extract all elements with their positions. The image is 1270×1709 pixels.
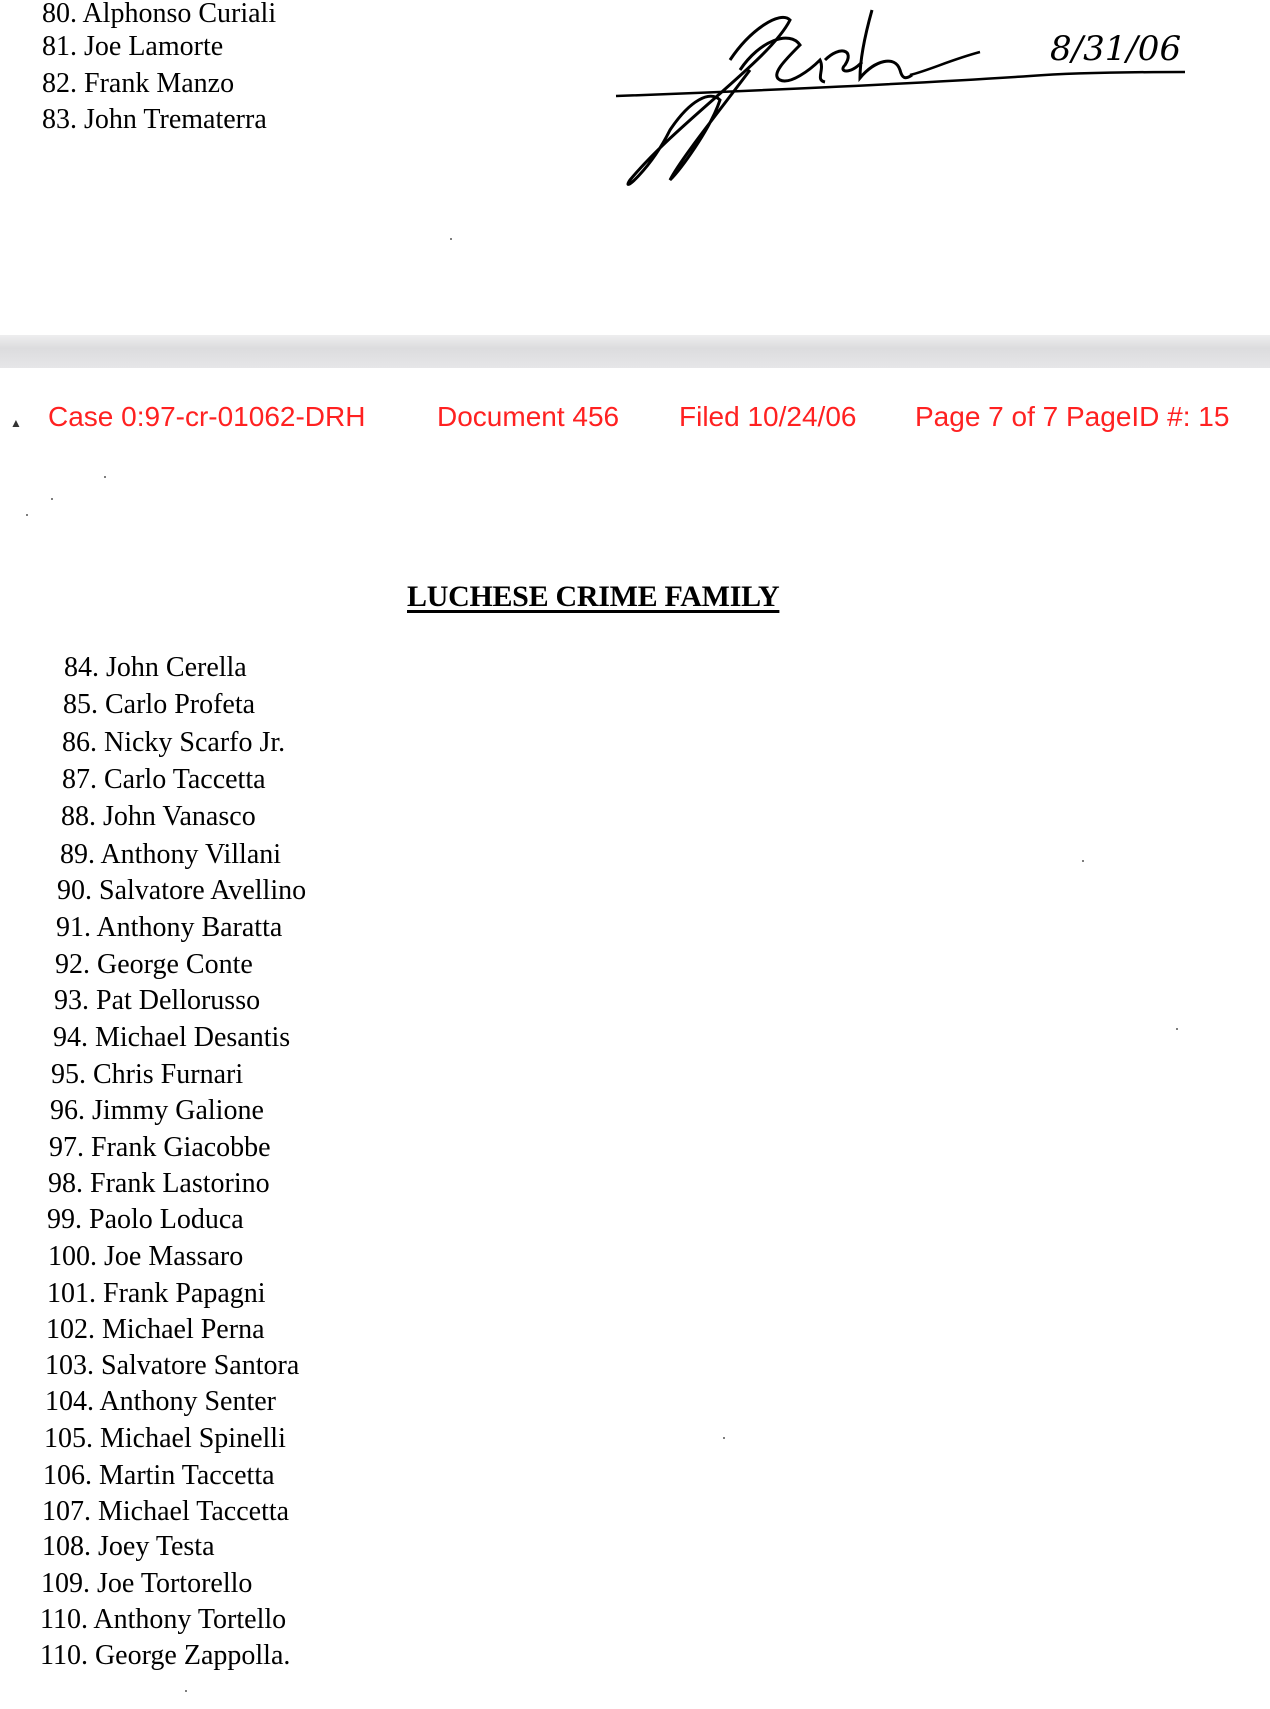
- list-item: 84. John Cerella: [64, 652, 247, 683]
- list-item: 80. Alphonso Curiali: [42, 0, 277, 29]
- document-number: Document 456: [437, 401, 620, 432]
- list-item: 85. Carlo Profeta: [63, 689, 256, 720]
- case-header: [48, 401, 1263, 435]
- list-item: 98. Frank Lastorino: [48, 1168, 270, 1199]
- list-item: 81. Joe Lamorte: [42, 31, 224, 62]
- list-item: 109. Joe Tortorello: [41, 1568, 253, 1599]
- list-item: 102. Michael Perna: [46, 1314, 265, 1345]
- list-item: 93. Pat Dellorusso: [54, 985, 261, 1016]
- previous-page: [0, 0, 1270, 335]
- case-number: Case 0:97-cr-01062-DRH: [48, 401, 366, 432]
- page-separator: [0, 335, 1270, 368]
- margin-mark: ▲: [10, 416, 22, 430]
- section-title: LUCHESE CRIME FAMILY: [407, 580, 780, 613]
- list-item: 110. George Zappolla.: [40, 1640, 291, 1671]
- list-item: 97. Frank Giacobbe: [49, 1132, 271, 1163]
- handwritten-signature: [610, 0, 1210, 200]
- svg-text:8/31/06: 8/31/06: [1050, 29, 1182, 69]
- list-item: 95. Chris Furnari: [51, 1059, 244, 1090]
- list-item: 87. Carlo Taccetta: [62, 764, 266, 795]
- list-item: 86. Nicky Scarfo Jr.: [62, 727, 286, 758]
- list-item: 108. Joey Testa: [42, 1531, 215, 1562]
- list-item: 107. Michael Taccetta: [42, 1496, 290, 1527]
- list-item: 105. Michael Spinelli: [44, 1423, 286, 1454]
- list-item: 101. Frank Papagni: [47, 1278, 266, 1309]
- list-item: 103. Salvatore Santora: [45, 1350, 300, 1381]
- list-item: 90. Salvatore Avellino: [57, 875, 307, 906]
- list-item: 82. Frank Manzo: [42, 68, 235, 99]
- list-item: 104. Anthony Senter: [45, 1386, 276, 1417]
- list-item: 83. John Trematerra: [42, 104, 267, 135]
- list-item: 89. Anthony Villani: [60, 839, 282, 870]
- page-id: Page 7 of 7 PageID #: 15: [915, 401, 1230, 432]
- list-item: 100. Joe Massaro: [48, 1241, 244, 1272]
- list-item: 88. John Vanasco: [61, 801, 256, 832]
- signature-date: [1050, 29, 1181, 69]
- list-item: 110. Anthony Tortello: [40, 1604, 287, 1635]
- list-item: 94. Michael Desantis: [53, 1022, 291, 1053]
- list-item: 92. George Conte: [55, 949, 253, 980]
- list-item: 106. Martin Taccetta: [43, 1460, 275, 1491]
- list-item: 99. Paolo Loduca: [47, 1204, 244, 1235]
- filed-date: Filed 10/24/06: [679, 401, 857, 432]
- list-item: 96. Jimmy Galione: [50, 1095, 264, 1126]
- list-item: 91. Anthony Baratta: [56, 912, 283, 943]
